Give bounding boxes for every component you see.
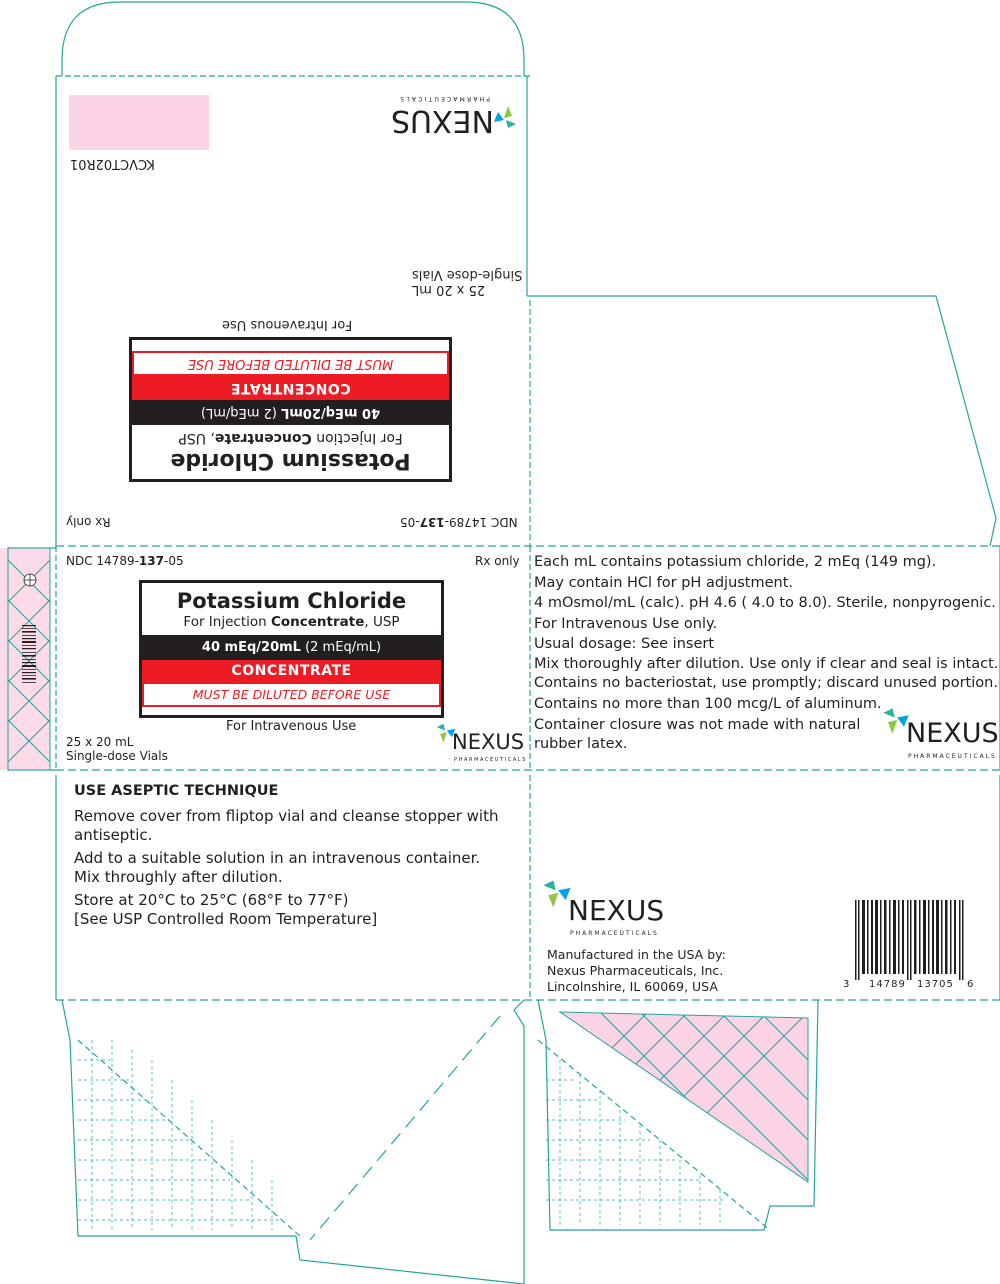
manufacturer-info: Manufactured in the USA by: Nexus Pharmaceuticals, Inc. Lincolnshire, IL 60069, USA: [547, 947, 726, 994]
back-rx-only: Rx only: [66, 514, 111, 529]
nexus-tagline: PHARMACEUTICALS: [398, 95, 490, 102]
nexus-wordmark: NEXUS: [452, 730, 525, 754]
info-line: Contains no more than 100 mcg/L of aluminum.: [534, 695, 882, 712]
aseptic-instructions: Remove cover from fliptop vial and cleanse stopper with antiseptic. Add to a suitable solution in an intravenous container. Mix throughly after dilution. Store at 20°C to 25°C (68°F to 77°F) [See USP Controlled Room Temperature]: [74, 807, 499, 928]
info-line: Contains no bacteriostat, use promptly; discard unused portion.: [534, 674, 998, 691]
back-strength-bar: 40 mEq/20mL (2 mEq/mL): [132, 400, 449, 425]
front-product-subtitle: For Injection Concentrate, USP: [183, 614, 400, 630]
info-line: Each mL contains potassium chloride, 2 mEq (149 mg).: [534, 554, 937, 570]
front-concentrate-bar: CONCENTRATE: [142, 660, 441, 682]
front-route: For Intravenous Use: [226, 719, 357, 734]
barcode-digit-right: 6: [967, 979, 974, 990]
nexus-tagline: PHARMACEUTICALS: [570, 930, 659, 937]
back-concentrate-bar: CONCENTRATE: [132, 376, 449, 400]
nexus-wordmark: NEXUS: [568, 894, 665, 927]
barcode-digits-a: 14789: [869, 979, 906, 990]
info-line: May contain HCl for pH adjustment.: [534, 574, 794, 591]
info-line: Container closure was not made with natural: [534, 716, 861, 733]
back-route: For Intravenous Use: [222, 316, 353, 332]
aseptic-heading: USE ASEPTIC TECHNIQUE: [74, 783, 279, 799]
barcode-bars: [843, 900, 975, 980]
back-product-title: Potassium Chloride: [170, 448, 411, 473]
batch-code: KCVCT02R01: [70, 155, 155, 171]
info-line: Mix thoroughly after dilution. Use only if clear and seal is intact.: [534, 655, 999, 672]
back-count: 25 x 20 mL Single-dose Vials: [412, 266, 523, 297]
front-ndc: NDC 14789-137-05: [66, 554, 184, 568]
back-warning: MUST BE DILUTED BEFORE USE: [132, 351, 449, 376]
upc-barcode: [843, 900, 975, 996]
info-line: 4 mOsmol/mL (calc). pH 4.6 ( 4.0 to 8.0). Sterile, nonpyrogenic.: [534, 595, 996, 611]
barcode-digits-b: 13705: [917, 979, 954, 990]
front-product-label: [139, 580, 444, 718]
nexus-wordmark: NEXUS: [391, 103, 494, 138]
front-count: 25 x 20 mL Single-dose Vials: [66, 735, 168, 763]
front-strength-bar: 40 mEq/20mL (2 mEq/mL): [142, 635, 441, 660]
barcode-digit-left: 3: [843, 979, 850, 990]
front-warning: MUST BE DILUTED BEFORE USE: [142, 682, 441, 707]
nexus-logo-front: [434, 722, 528, 766]
nexus-logo-top: [391, 90, 520, 150]
front-product-title: Potassium Chloride: [176, 589, 407, 613]
back-product-subtitle: For Injection Concentrate, USP: [178, 430, 403, 446]
back-ndc: NDC 14789-137-05: [400, 514, 518, 529]
info-line: Usual dosage: See insert: [534, 636, 715, 652]
back-product-label: [129, 337, 452, 482]
nexus-logo-bottom: [540, 878, 665, 940]
nexus-tagline: PHARMACEUTICALS: [454, 757, 528, 763]
nexus-tagline: PHARMACEUTICALS: [908, 753, 997, 760]
nexus-wordmark: NEXUS: [906, 718, 999, 749]
info-line: rubber latex.: [534, 735, 628, 752]
nexus-mark-icon: [492, 104, 518, 130]
front-rx-only: Rx only: [475, 554, 520, 568]
nexus-logo-side: [880, 706, 999, 766]
info-line: For Intravenous Use only.: [534, 615, 718, 632]
